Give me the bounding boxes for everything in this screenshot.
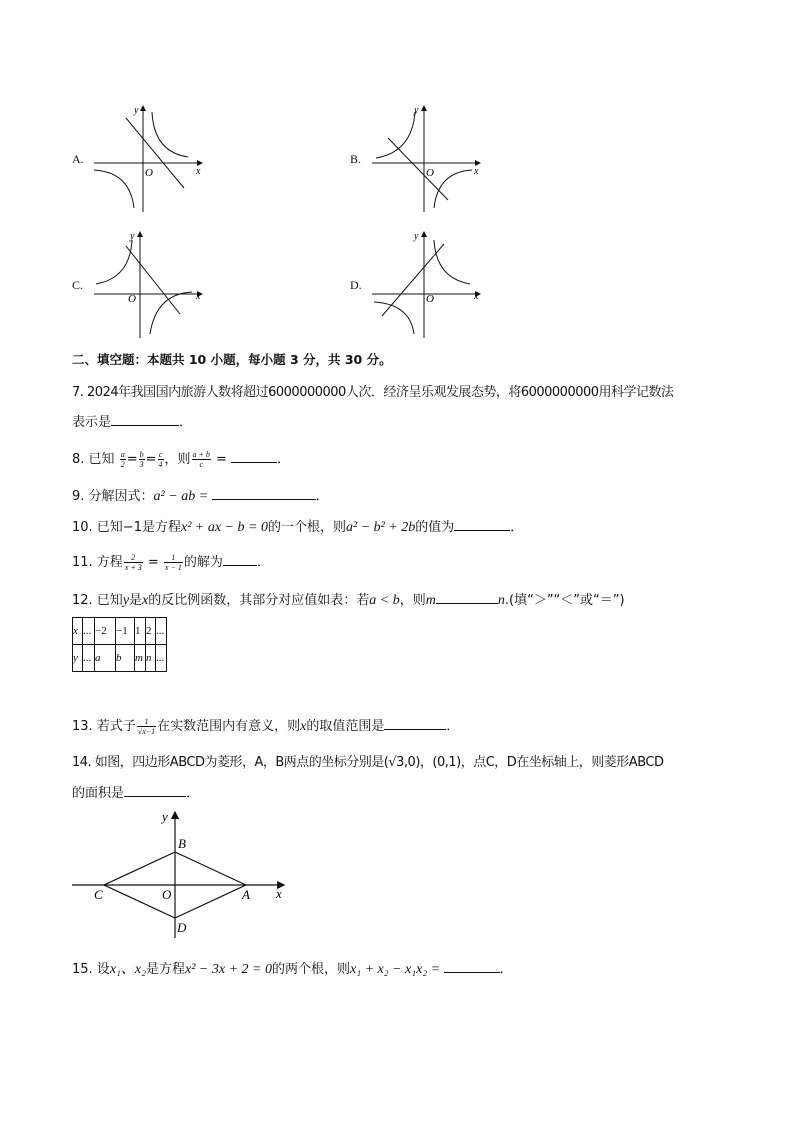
option-a-label: A. [72, 152, 84, 166]
answer-blank-11[interactable] [223, 553, 257, 566]
svg-text:x: x [196, 166, 201, 177]
section-heading: 二、填空题：本题共 10 小题，每小题 3 分，共 30 分。 [72, 352, 392, 367]
question-7-line2 [72, 413, 192, 433]
svg-text:O: O [145, 167, 153, 179]
svg-text:x: x [474, 291, 479, 302]
question-12 [72, 591, 625, 611]
option-d-graph [370, 226, 490, 346]
q12-suffix: .(填“＞”“＜”或“＝”) [504, 593, 625, 608]
table-cell: n [146, 645, 156, 672]
svg-text:y: y [414, 231, 419, 242]
q8-mid: ，则 [164, 452, 191, 467]
question-14-line2 [72, 784, 199, 804]
label-y: y [162, 809, 168, 824]
q14-suffix: ． [186, 786, 200, 801]
q9-suffix: ． [315, 489, 329, 504]
svg-text:y: y [414, 105, 419, 116]
answer-blank-15[interactable] [444, 960, 500, 973]
q12-x: x [142, 593, 149, 608]
answer-blank-12[interactable] [436, 591, 498, 604]
q9-prefix: 9. 分解因式： [72, 489, 154, 504]
q10-post1: 的值为 [415, 520, 455, 535]
answer-blank-10[interactable] [454, 518, 510, 531]
q8-eq: = [211, 452, 232, 467]
option-b-graph [370, 100, 490, 220]
q15-mid1: 是方程 [145, 962, 185, 977]
question-7-prefix: 表示是 [72, 415, 112, 430]
q13-post2: ． [446, 719, 460, 734]
question-7-line1: 7. 2024年我国国内旅游人数将超过6000000000人次．经济呈乐观发展态势，将6000000000用科学记数法 [72, 385, 674, 400]
q13-post1: 的取值范围是 [306, 719, 385, 734]
option-b-label: B. [350, 152, 362, 166]
q11-post2: ． [256, 555, 270, 570]
q12-m: m [425, 593, 436, 608]
q8-frac-b-num: b [139, 450, 144, 459]
table-cell: ... [83, 618, 95, 645]
q8-frac-b [139, 450, 145, 469]
option-b[interactable] [350, 100, 490, 220]
q8-frac-a-num: a [120, 450, 125, 459]
q12-prefix: 12. 已知 [72, 593, 123, 608]
question-15 [72, 960, 513, 980]
q10-prefix: 10. 已知−1是方程 [72, 520, 181, 535]
label-c: C [94, 887, 103, 902]
q12-mid3: ，则 [399, 593, 426, 608]
svg-text:O: O [128, 293, 136, 305]
option-c-label: C. [72, 278, 84, 292]
rhombus-figure [70, 808, 300, 943]
table-cell: −2 [95, 618, 116, 645]
table-cell: a [95, 645, 116, 672]
svg-text:O: O [426, 167, 434, 179]
table-cell: 2 [146, 618, 156, 645]
q15-expr: x₁ + x₂ − x₁x₂ = [349, 962, 444, 977]
q8-frac-b-den: 3 [139, 460, 144, 469]
q13-mid: 在实数范围内有意义，则 [157, 719, 301, 734]
q15-mid2: 的两个根，则 [271, 962, 350, 977]
q9-expr: a² − ab = [153, 489, 212, 504]
q11-frac-right-num: 1 [164, 553, 183, 563]
table-row [73, 618, 167, 645]
option-a[interactable] [72, 100, 212, 220]
q8-frac-a [120, 450, 126, 469]
q11-frac-left-den: x + 3 [124, 563, 142, 572]
q8-suffix: ． [277, 452, 291, 467]
option-d[interactable] [350, 226, 490, 346]
svg-text:y: y [134, 105, 139, 116]
q11-eq: = [143, 555, 163, 570]
q8-frac-d-den: c [199, 460, 203, 469]
q13-frac [137, 717, 156, 736]
q10-equation: x² + ax − b = 0 [180, 520, 268, 535]
label-o: O [162, 887, 172, 902]
q12-condition: a < b [369, 593, 400, 608]
q12-n: n [497, 593, 505, 608]
answer-blank-14[interactable] [124, 784, 186, 797]
table-cell: 1 [135, 618, 146, 645]
q12-y: y [122, 593, 130, 608]
table-row [73, 645, 167, 672]
q13-frac-num: 1 [137, 717, 156, 727]
svg-text:x: x [196, 291, 201, 302]
q15-prefix: 15. 设 [72, 962, 110, 977]
label-a: A [242, 887, 250, 902]
answer-blank-8[interactable] [231, 450, 277, 463]
table-cell: ... [156, 645, 167, 672]
question-10 [72, 518, 523, 538]
q13-prefix: 13. 若式子 [72, 719, 136, 734]
q8-frac-c [158, 450, 164, 469]
label-d: D [177, 920, 187, 935]
q8-frac-d-num: a + b [192, 450, 210, 459]
q11-prefix: 11. 方程 [72, 555, 123, 570]
table-cell: x [73, 618, 83, 645]
table-cell: ... [83, 645, 95, 672]
label-b: B [178, 836, 186, 851]
table-cell: b [116, 645, 135, 672]
q10-post2: ． [510, 520, 524, 535]
question-9 [72, 487, 329, 507]
svg-text:x: x [474, 166, 479, 177]
label-x: x [276, 886, 282, 901]
question-11 [72, 553, 270, 573]
table-cell: y [73, 645, 83, 672]
q13-frac-den: √x−1 [137, 727, 156, 736]
q15-equation: x² − 3x + 2 = 0 [185, 962, 272, 977]
question-14-line1: 14. 如图，四边形ABCD为菱形，A，B两点的坐标分别是(√3,0)，(0,1)，点C，D在坐标轴上，则菱形ABCD [72, 755, 664, 770]
table-cell: m [135, 645, 146, 672]
q15-vars: x₁、x₂ [109, 962, 146, 977]
option-c[interactable] [72, 226, 212, 346]
option-d-label: D. [350, 278, 362, 292]
q11-frac-left [124, 553, 143, 572]
question-13 [72, 717, 459, 737]
q10-expr: a² − b² + 2b [345, 520, 416, 535]
q10-mid: 的一个根，则 [267, 520, 346, 535]
q11-frac-right [164, 553, 183, 572]
answer-blank-7[interactable] [111, 413, 179, 426]
value-table [72, 617, 167, 672]
answer-blank-9[interactable] [212, 487, 316, 500]
answer-blank-13[interactable] [384, 717, 446, 730]
q8-frac-a-den: 2 [120, 460, 125, 469]
q13-x: x [300, 719, 307, 734]
q8-prefix: 8. 已知 [72, 452, 115, 467]
q12-mid1: 是 [129, 593, 143, 608]
table-cell: ... [156, 618, 167, 645]
option-a-graph [92, 100, 212, 220]
table-cell: −1 [116, 618, 135, 645]
q11-frac-left-num: 2 [124, 553, 143, 563]
q11-post1: 的解为 [183, 555, 223, 570]
q14-prefix: 的面积是 [72, 786, 125, 801]
q11-frac-right-den: x − 1 [164, 563, 182, 572]
option-c-graph [92, 226, 212, 346]
q8-frac-d [192, 450, 211, 469]
svg-text:O: O [426, 293, 434, 305]
q15-suffix: ． [499, 962, 513, 977]
question-8: 8. 已知 $\frac{a}{2}$ = $\frac{b}{3}$ = $\frac{c}{4}$ ，则 $\frac{a + b}{c}$ = ． [72, 450, 291, 469]
q8-frac-c-num: c [158, 450, 163, 459]
svg-text:y: y [130, 231, 135, 242]
q12-mid2: 的反比例函数，其部分对应值如表：若 [148, 593, 370, 608]
question-7-suffix: ． [179, 415, 193, 430]
q8-frac-c-den: 4 [158, 460, 163, 469]
